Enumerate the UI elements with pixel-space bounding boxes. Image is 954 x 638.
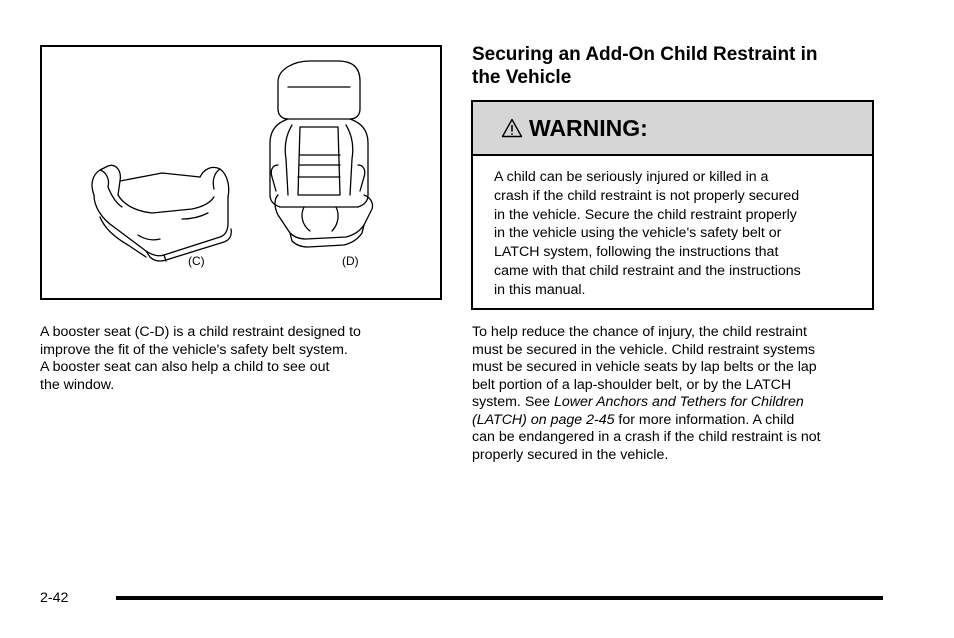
warning-header bbox=[473, 102, 872, 156]
warning-title: WARNING: bbox=[529, 114, 648, 141]
figure-label-c: (C) bbox=[188, 254, 205, 268]
warning-line: in the vehicle. Secure the child restraint properly bbox=[494, 206, 797, 223]
text-line bbox=[472, 394, 877, 412]
text-line bbox=[472, 412, 877, 430]
warning-box bbox=[471, 100, 874, 310]
cross-reference-link-cont[interactable]: (LATCH) on page 2-45 bbox=[472, 411, 615, 428]
backless-booster-drawing bbox=[92, 165, 231, 261]
text-line: A booster seat can also help a child to see out bbox=[40, 359, 330, 375]
text-line: can be endangered in a crash if the child restraint is not bbox=[472, 429, 821, 445]
section-heading bbox=[472, 43, 872, 89]
text-span: for more information. A child bbox=[614, 411, 795, 428]
text-line: must be secured in the vehicle. Child restraint systems bbox=[472, 341, 816, 358]
page-number: 2-42 bbox=[40, 590, 69, 606]
warning-line: LATCH system, following the instructions that bbox=[494, 244, 779, 261]
text-line: belt portion of a lap-shoulder belt, or by the LATCH bbox=[472, 376, 792, 393]
high-back-booster-drawing bbox=[270, 61, 373, 247]
cross-reference-link[interactable]: Lower Anchors and Tethers for Children bbox=[554, 394, 804, 410]
warning-line: A child can be seriously injured or killed in a bbox=[494, 169, 769, 185]
booster-seat-illustration bbox=[42, 47, 444, 302]
booster-seat-figure bbox=[40, 45, 442, 300]
text-line: must be secured in vehicle seats by lap belts or the lap bbox=[472, 359, 817, 375]
heading-line: the Vehicle bbox=[472, 67, 572, 88]
warning-line: in the vehicle using the vehicle's safety belt or bbox=[494, 225, 782, 242]
securing-instructions bbox=[472, 324, 877, 464]
text-line: properly secured in the vehicle. bbox=[472, 446, 669, 463]
booster-seat-description bbox=[40, 324, 420, 394]
warning-line: crash if the child restraint is not properly secured bbox=[494, 187, 800, 204]
heading-line: Securing an Add-On Child Restraint in bbox=[472, 44, 818, 65]
text-line: the window. bbox=[40, 376, 115, 393]
warning-triangle-icon bbox=[501, 118, 523, 138]
text-span: system. See bbox=[472, 394, 555, 410]
warning-text bbox=[473, 156, 872, 300]
footer-rule bbox=[116, 596, 883, 600]
text-line: To help reduce the chance of injury, the child restraint bbox=[472, 324, 807, 340]
text-line: A booster seat (C-D) is a child restraint designed to bbox=[40, 324, 361, 340]
figure-label-d: (D) bbox=[342, 254, 359, 268]
warning-line: in this manual. bbox=[494, 281, 586, 298]
text-line: improve the fit of the vehicle's safety belt system. bbox=[40, 341, 348, 358]
warning-line: came with that child restraint and the instructions bbox=[494, 262, 801, 279]
